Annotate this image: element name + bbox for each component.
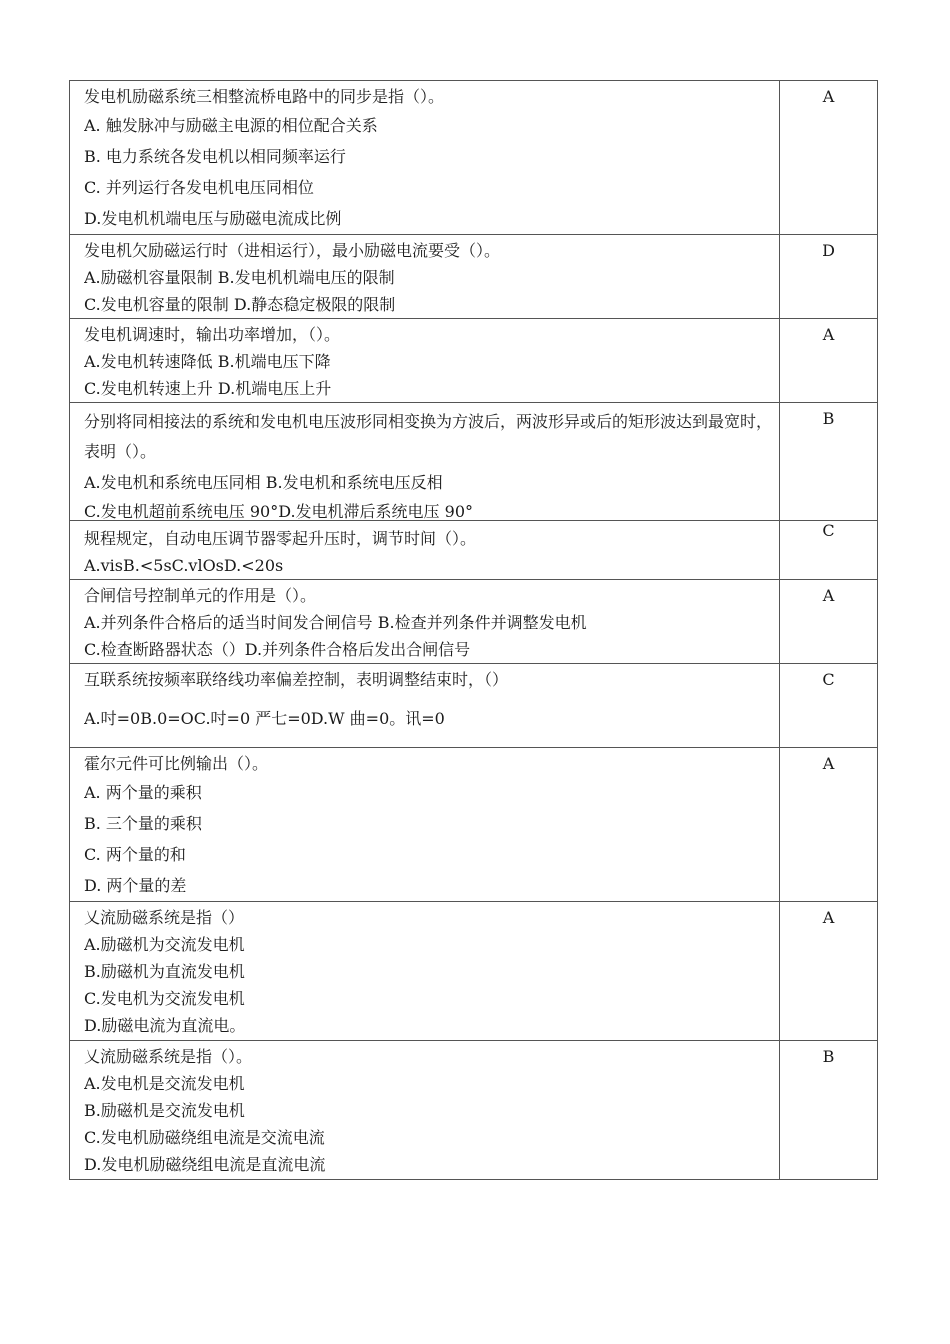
option-c: C.发电机为交流发电机	[84, 989, 245, 1008]
question-stem: 乂流励磁系统是指（）。	[84, 1047, 253, 1066]
option-a: A.励磁机为交流发电机	[84, 935, 245, 954]
option-a: A.发电机是交流发电机	[84, 1074, 245, 1093]
question-stem: 分别将同相接法的系统和发电机电压波形同相变换为方波后，两波形异或后的矩形波达到最宽时，表明（）。	[84, 412, 773, 461]
answer-cell: A	[780, 81, 878, 235]
question-row	[70, 1041, 878, 1180]
question-row	[70, 81, 878, 235]
question-row	[70, 748, 878, 902]
option-b: B. 三个量的乘积	[84, 814, 202, 833]
option-c: C.发电机励磁绕组电流是交流电流	[84, 1128, 325, 1147]
option-b: B.励磁机是交流发电机	[84, 1101, 245, 1120]
answer-cell: A	[780, 902, 878, 1041]
question-stem: 乂流励磁系统是指（）	[84, 908, 245, 927]
question-cell	[70, 81, 780, 235]
option-b: B. 电力系统各发电机以相同频率运行	[84, 147, 346, 166]
question-cell	[70, 235, 780, 319]
question-cell	[70, 902, 780, 1041]
question-row	[70, 521, 878, 580]
option-b: B.励磁机为直流发电机	[84, 962, 245, 981]
option-line: C.发电机转速上升 D.机端电压上升	[84, 379, 332, 398]
option-line: A.吋=0B.0=OC.吋=0 严七=0D.W 曲=0。讯=0	[84, 709, 445, 728]
answer-cell: A	[780, 748, 878, 902]
question-row	[70, 902, 878, 1041]
option-c: C. 两个量的和	[84, 845, 186, 864]
option-a: A. 两个量的乘积	[84, 783, 202, 802]
option-line: C.检查断路器状态（）D.并列条件合格后发出合闸信号	[84, 640, 471, 659]
answer-cell: A	[780, 319, 878, 403]
question-cell	[70, 748, 780, 902]
question-row	[70, 319, 878, 403]
option-line: A.励磁机容量限制 B.发电机机端电压的限制	[84, 268, 395, 287]
option-d: D. 两个量的差	[84, 876, 187, 895]
question-cell	[70, 580, 780, 664]
option-d: D.发电机机端电压与励磁电流成比例	[84, 209, 342, 228]
answer-cell: B	[780, 403, 878, 521]
question-stem: 发电机调速时，输出功率增加，（）。	[84, 325, 341, 344]
answer-cell: A	[780, 580, 878, 664]
option-line: C.发电机容量的限制 D.静态稳定极限的限制	[84, 295, 396, 314]
option-line: A.发电机转速降低 B.机端电压下降	[84, 352, 331, 371]
question-cell	[70, 664, 780, 748]
answer-cell: C	[780, 521, 878, 580]
option-d: D.励磁电流为直流电。	[84, 1016, 246, 1035]
option-a: A. 触发脉冲与励磁主电源的相位配合关系	[84, 116, 378, 135]
option-line: A.visB.<5sC.vlOsD.<20s	[84, 556, 284, 575]
answer-cell: D	[780, 235, 878, 319]
option-line: A.发电机和系统电压同相 B.发电机和系统电压反相	[84, 473, 443, 492]
question-row	[70, 580, 878, 664]
question-stem: 霍尔元件可比例输出（）。	[84, 754, 269, 773]
answer-cell: B	[780, 1041, 878, 1180]
question-table	[69, 80, 878, 1180]
question-stem: 规程规定，自动电压调节器零起升压时，调节时间（）。	[84, 529, 477, 548]
question-row	[70, 235, 878, 319]
option-d: D.发电机励磁绕组电流是直流电流	[84, 1155, 326, 1174]
answer-cell: C	[780, 664, 878, 748]
option-c: C. 并列运行各发电机电压同相位	[84, 178, 314, 197]
question-row	[70, 664, 878, 748]
option-line: C.发电机超前系统电压 90°D.发电机滞后系统电压 90°	[84, 502, 473, 520]
option-line: A.并列条件合格后的适当时间发合闸信号 B.检查并列条件并调整发电机	[84, 613, 587, 632]
question-stem: 互联系统按频率联络线功率偏差控制，表明调整结束时，（）	[84, 670, 509, 689]
question-cell	[70, 403, 780, 521]
question-stem: 发电机励磁系统三相整流桥电路中的同步是指（）。	[84, 87, 445, 106]
question-cell	[70, 521, 780, 580]
question-stem: 合闸信号控制单元的作用是（）。	[84, 586, 317, 605]
question-cell	[70, 319, 780, 403]
question-stem: 发电机欠励磁运行时（进相运行），最小励磁电流要受（）。	[84, 241, 501, 260]
question-cell	[70, 1041, 780, 1180]
question-row	[70, 403, 878, 521]
spacer	[84, 693, 773, 705]
